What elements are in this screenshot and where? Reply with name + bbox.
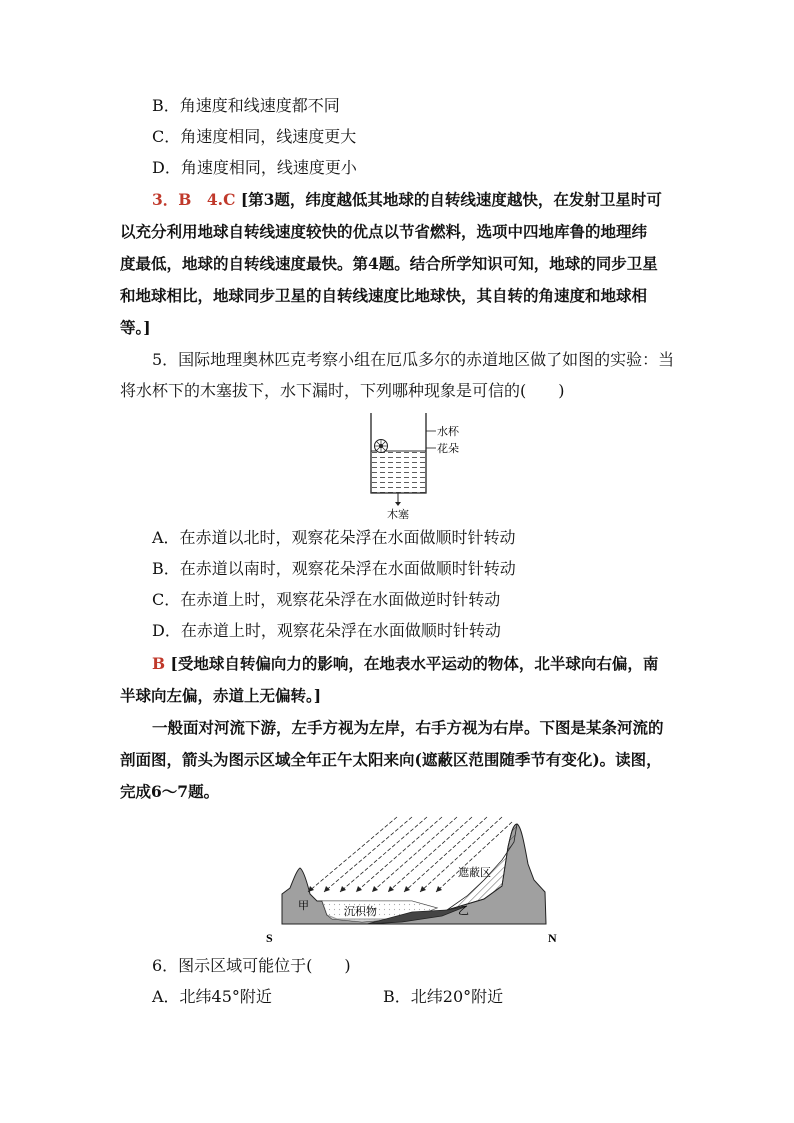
south-label: S [266, 931, 273, 945]
intro-6-7-line1: 一般面对河流下游，左手方视为左岸，右手方视为右岸。下图是某条河流的 [152, 718, 664, 737]
q4-option-d: D．角速度相同，线速度更小 [152, 158, 357, 177]
answer-3-4-line3: 度最低，地球的自转线速度最快。第4题。结合所学知识可知，地球的同步卫星 [120, 254, 658, 273]
north-label: N [548, 931, 557, 945]
answer-5-text1: [受地球自转偏向力的影响，在地表水平运动的物体，北半球向右偏，南 [170, 654, 659, 673]
q6-option-b: B．北纬20°附近 [383, 987, 504, 1006]
q5-option-b: B．在赤道以南时，观察花朵浮在水面做顺时针转动 [152, 559, 516, 578]
answer-3-4-text1: [第3题，纬度越低其地球的自转线速度越快，在发射卫星时可 [240, 190, 662, 209]
q5-option-d: D．在赤道上时，观察花朵浮在水面做顺时针转动 [152, 621, 501, 640]
answer-3-4-line1 [152, 190, 662, 210]
cup-label: 水杯 [437, 425, 459, 438]
q5-stem-line1: 5．国际地理奥林匹克考察小组在厄瓜多尔的赤道地区做了如图的实验：当 [152, 350, 675, 369]
answer-3-4-key: 3．B 4.C [152, 190, 236, 209]
q6-stem: 6．图示区域可能位于( ) [152, 956, 351, 975]
shade-label: 遮蔽区 [458, 866, 491, 879]
intro-6-7-line2: 剖面图，箭头为图示区域全年正午太阳来向(遮蔽区范围随季节有变化)。读图， [120, 750, 662, 769]
answer-3-4-line5: 等。] [120, 318, 151, 337]
answer-5-line1 [152, 654, 658, 674]
jia-label: 甲 [298, 899, 309, 912]
sediment-label: 沉积物 [344, 905, 377, 918]
answer-5-line2: 半球向左偏，赤道上无偏转。] [120, 686, 322, 705]
yi-label: 乙 [458, 904, 469, 917]
flower-icon [375, 440, 388, 453]
flower-label: 花朵 [437, 442, 459, 455]
q4-option-c: C．角速度相同，线速度更大 [152, 127, 357, 146]
water [371, 451, 426, 493]
q4-option-b: B．角速度和线速度都不同 [152, 96, 340, 115]
sun-ray-arrows [308, 886, 442, 892]
answer-3-4-line2: 以充分利用地球自转线速度较快的优点以节省燃料，选项中四地库鲁的地理纬 [120, 222, 648, 241]
river-section-figure [262, 812, 562, 947]
q5-stem-line2: 将水杯下的木塞拔下，水下漏时，下列哪种现象是可信的( ) [120, 381, 565, 400]
answer-5-key: B [152, 654, 166, 673]
answer-3-4-line4: 和地球相比，地球同步卫星的自转线速度比地球快，其自转的角速度和地球相 [120, 286, 648, 305]
plug-arrow-icon [395, 502, 401, 506]
q5-option-a: A．在赤道以北时，观察花朵浮在水面做顺时针转动 [152, 528, 516, 547]
q5-option-c: C．在赤道上时，观察花朵浮在水面做逆时针转动 [152, 590, 501, 609]
q6-option-a: A．北纬45°附近 [152, 987, 272, 1006]
intro-6-7-line3: 完成6～7题。 [120, 782, 220, 801]
sun-rays [308, 817, 512, 892]
plug-label: 木塞 [387, 508, 409, 520]
cup-experiment-figure [340, 405, 470, 520]
